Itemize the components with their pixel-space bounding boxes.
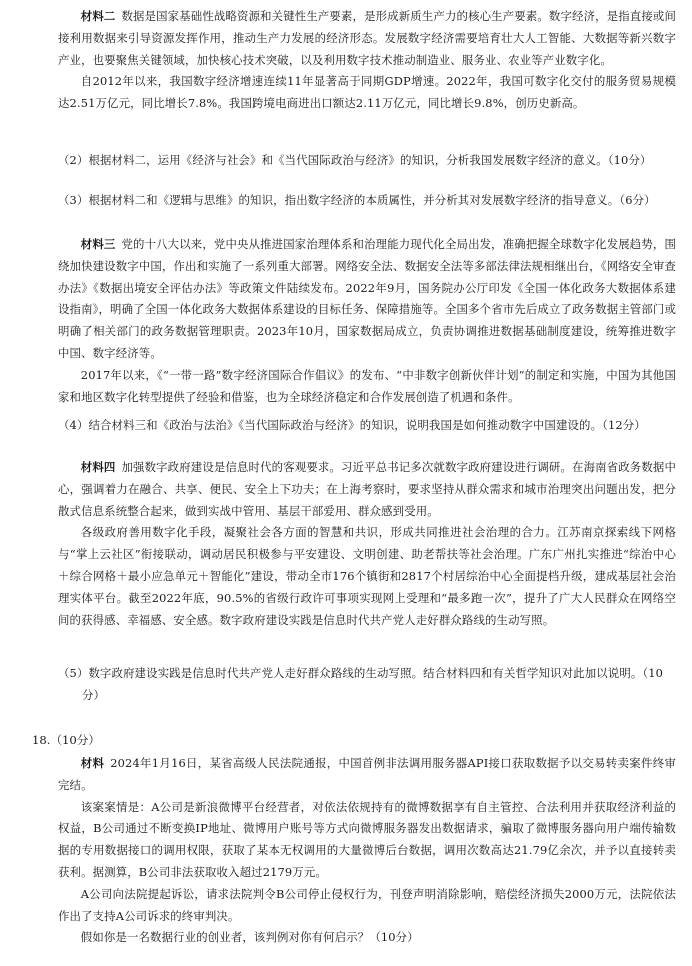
material-three-paragraph-1 — [58, 234, 676, 365]
material-three-label: 材料三 — [80, 237, 116, 251]
material-four-text-1: 加强数字政府建设是信息时代的客观要求。习近平总书记多次就数字政府建设进行调研。在海南省政务数据中心，强调着力在融合、共享、便民、安全上下功夫；在上海考察时，要求坚持从群众需求和城市治理突出问题出发，把分散式信息系统整合起来，做到实战中管用、基层干部爱用、群众感到受用。 — [58, 460, 677, 518]
question-4-text: （4）结合材料三和《政治与法治》《当代国际政治与经济》的知识，说明我国是如何推动数字中国建设的。（12分） — [58, 418, 646, 432]
question-3 — [58, 190, 676, 212]
question-18-material-label: 材料 — [80, 756, 105, 770]
question-18-header — [32, 730, 676, 750]
material-four-paragraph-1 — [58, 457, 676, 522]
material-two-paragraph-2: 自2012年以来，我国数字经济增速连续11年显著高于同期GDP增速。2022年，我国可数字化交付的服务贸易规模达2.51万亿元，同比增长7.8%。我国跨境电商进出口额达2.11万亿元，同比增长9.8%，创历史新高。 — [58, 74, 676, 111]
material-four-paragraph-2: 各级政府善用数字化手段，凝聚社会各方面的智慧和共识，形成共同推进社会治理的合力。江苏南京探索线下网格与“掌上云社区”衔接联动，调动居民积极参与平安建设、文明创建、助老帮扶等社会治理。广东广州扎实推进“综治中心＋综合网格＋最小应急单元＋智能化”建设，带动全市176个镇街和2817个村居综治中心全面提档升级，建成基层社会治理实体平台。截至2022年底，90.5%的省级行政许可事项实现网上受理和“最多跑一次”，提升了广大人民群众在网络空间的获得感、幸福感、安全感。数字政府建设实践是信息时代共产党人走好群众路线的生动写照。 — [58, 525, 676, 627]
question-18-paragraph-3: A公司向法院提起诉讼，请求法院判令B公司停止侵权行为，刊登声明消除影响，赔偿经济损失2000万元，法院依法作出了支持A公司诉求的终审判决。 — [58, 886, 676, 923]
question-2-text: （2）根据材料二，运用《经济与社会》和《当代国际政治与经济》的知识，分析我国发展数字经济的意义。（10分） — [58, 153, 652, 167]
material-three-paragraph-2: 2017年以来，《“一带一路”数字经济国际合作倡议》的发布、“中非数字创新伙伴计划”的制定和实施，中国为其他国家和地区数字化转型提供了经验和借鉴，也为全球经济稳定和合作发展创造了机遇和条件。 — [58, 367, 676, 404]
material-four-label: 材料四 — [80, 460, 116, 474]
material-two-text-1: 数据是国家基础性战略资源和关键性生产要素，是形成新质生产力的核心生产要素。数字经济，是指直接或间接利用数据来引导资源发挥作用，推动生产力发展的经济形态。发展数字经济需要培育壮大人工智能、大数据等新兴数字产业，也要聚焦关键领域，加快核心技术突破，以及利用数字技术推动制造业、服务业、农业等产业数字化。 — [58, 9, 677, 67]
question-18-number: 18.（10分） — [32, 733, 100, 747]
material-two — [58, 6, 676, 115]
question-18-paragraph-2: 该案案情是：A公司是新浪微博平台经营者，对依法依规持有的微博数据享有自主管控、合法利用并获取经济利益的权益，B公司通过不断变换IP地址、微博用户账号等方式向微博服务器发出数据请求，骗取了微博服务器向用户端传输数据的专用数据接口的调用权限，获取了某本无权调用的大量微博后台数据，调用次数高达21.79亿余次，并予以直接转卖获利。据测算，B公司非法获取收入超过2179万元。 — [58, 799, 676, 879]
question-3-text: （3）根据材料二和《逻辑与思维》的知识，指出数字经济的本质属性，并分析其对发展数字经济的指导意义。（6分） — [58, 193, 656, 207]
question-5-text: （5）数字政府建设实践是信息时代共产党人走好群众路线的生动写照。结合材料四和有关哲学知识对此加以说明。（10分） — [58, 666, 664, 702]
question-18-paragraph-1 — [58, 753, 676, 797]
question-18-prompt: 假如你是一名数据行业的创业者，该判例对你有何启示？（10分） — [80, 930, 419, 945]
question-4 — [58, 415, 676, 437]
question-2 — [58, 150, 676, 172]
question-18-text-1: 2024年1月16日，某省高级人民法院通报，中国首例非法调用服务器API接口获取数据予以交易转卖案件终审完结。 — [58, 756, 677, 792]
question-5 — [58, 663, 676, 707]
material-two-paragraph-1 — [58, 6, 676, 71]
question-18-material — [58, 753, 676, 949]
material-four — [58, 457, 676, 631]
material-three — [58, 234, 676, 408]
material-two-label: 材料二 — [80, 9, 116, 23]
material-three-text-1: 党的十八大以来，党中央从推进国家治理体系和治理能力现代化全局出发，准确把握全球数字化发展趋势，围绕加快建设数字中国，作出和实施了一系列重大部署。网络安全法、数据安全法等多部法律法规相继出台，《网络安全审查办法》《数据出境安全评估办法》等政策文件陆续发布。2022年9月，国务院办公厅印发《全国一体化政务大数据体系建设指南》，明确了全国一体化政务大数据体系建设的目标任务、保障措施等。全国多个省市先后成立了政务数据主管部门或明确了相关部门的政务数据管理职责。2023年10月，国家数据局成立，负责协调推进数据基础制度建设，统筹推进数字中国、数字经济等。 — [58, 237, 677, 360]
